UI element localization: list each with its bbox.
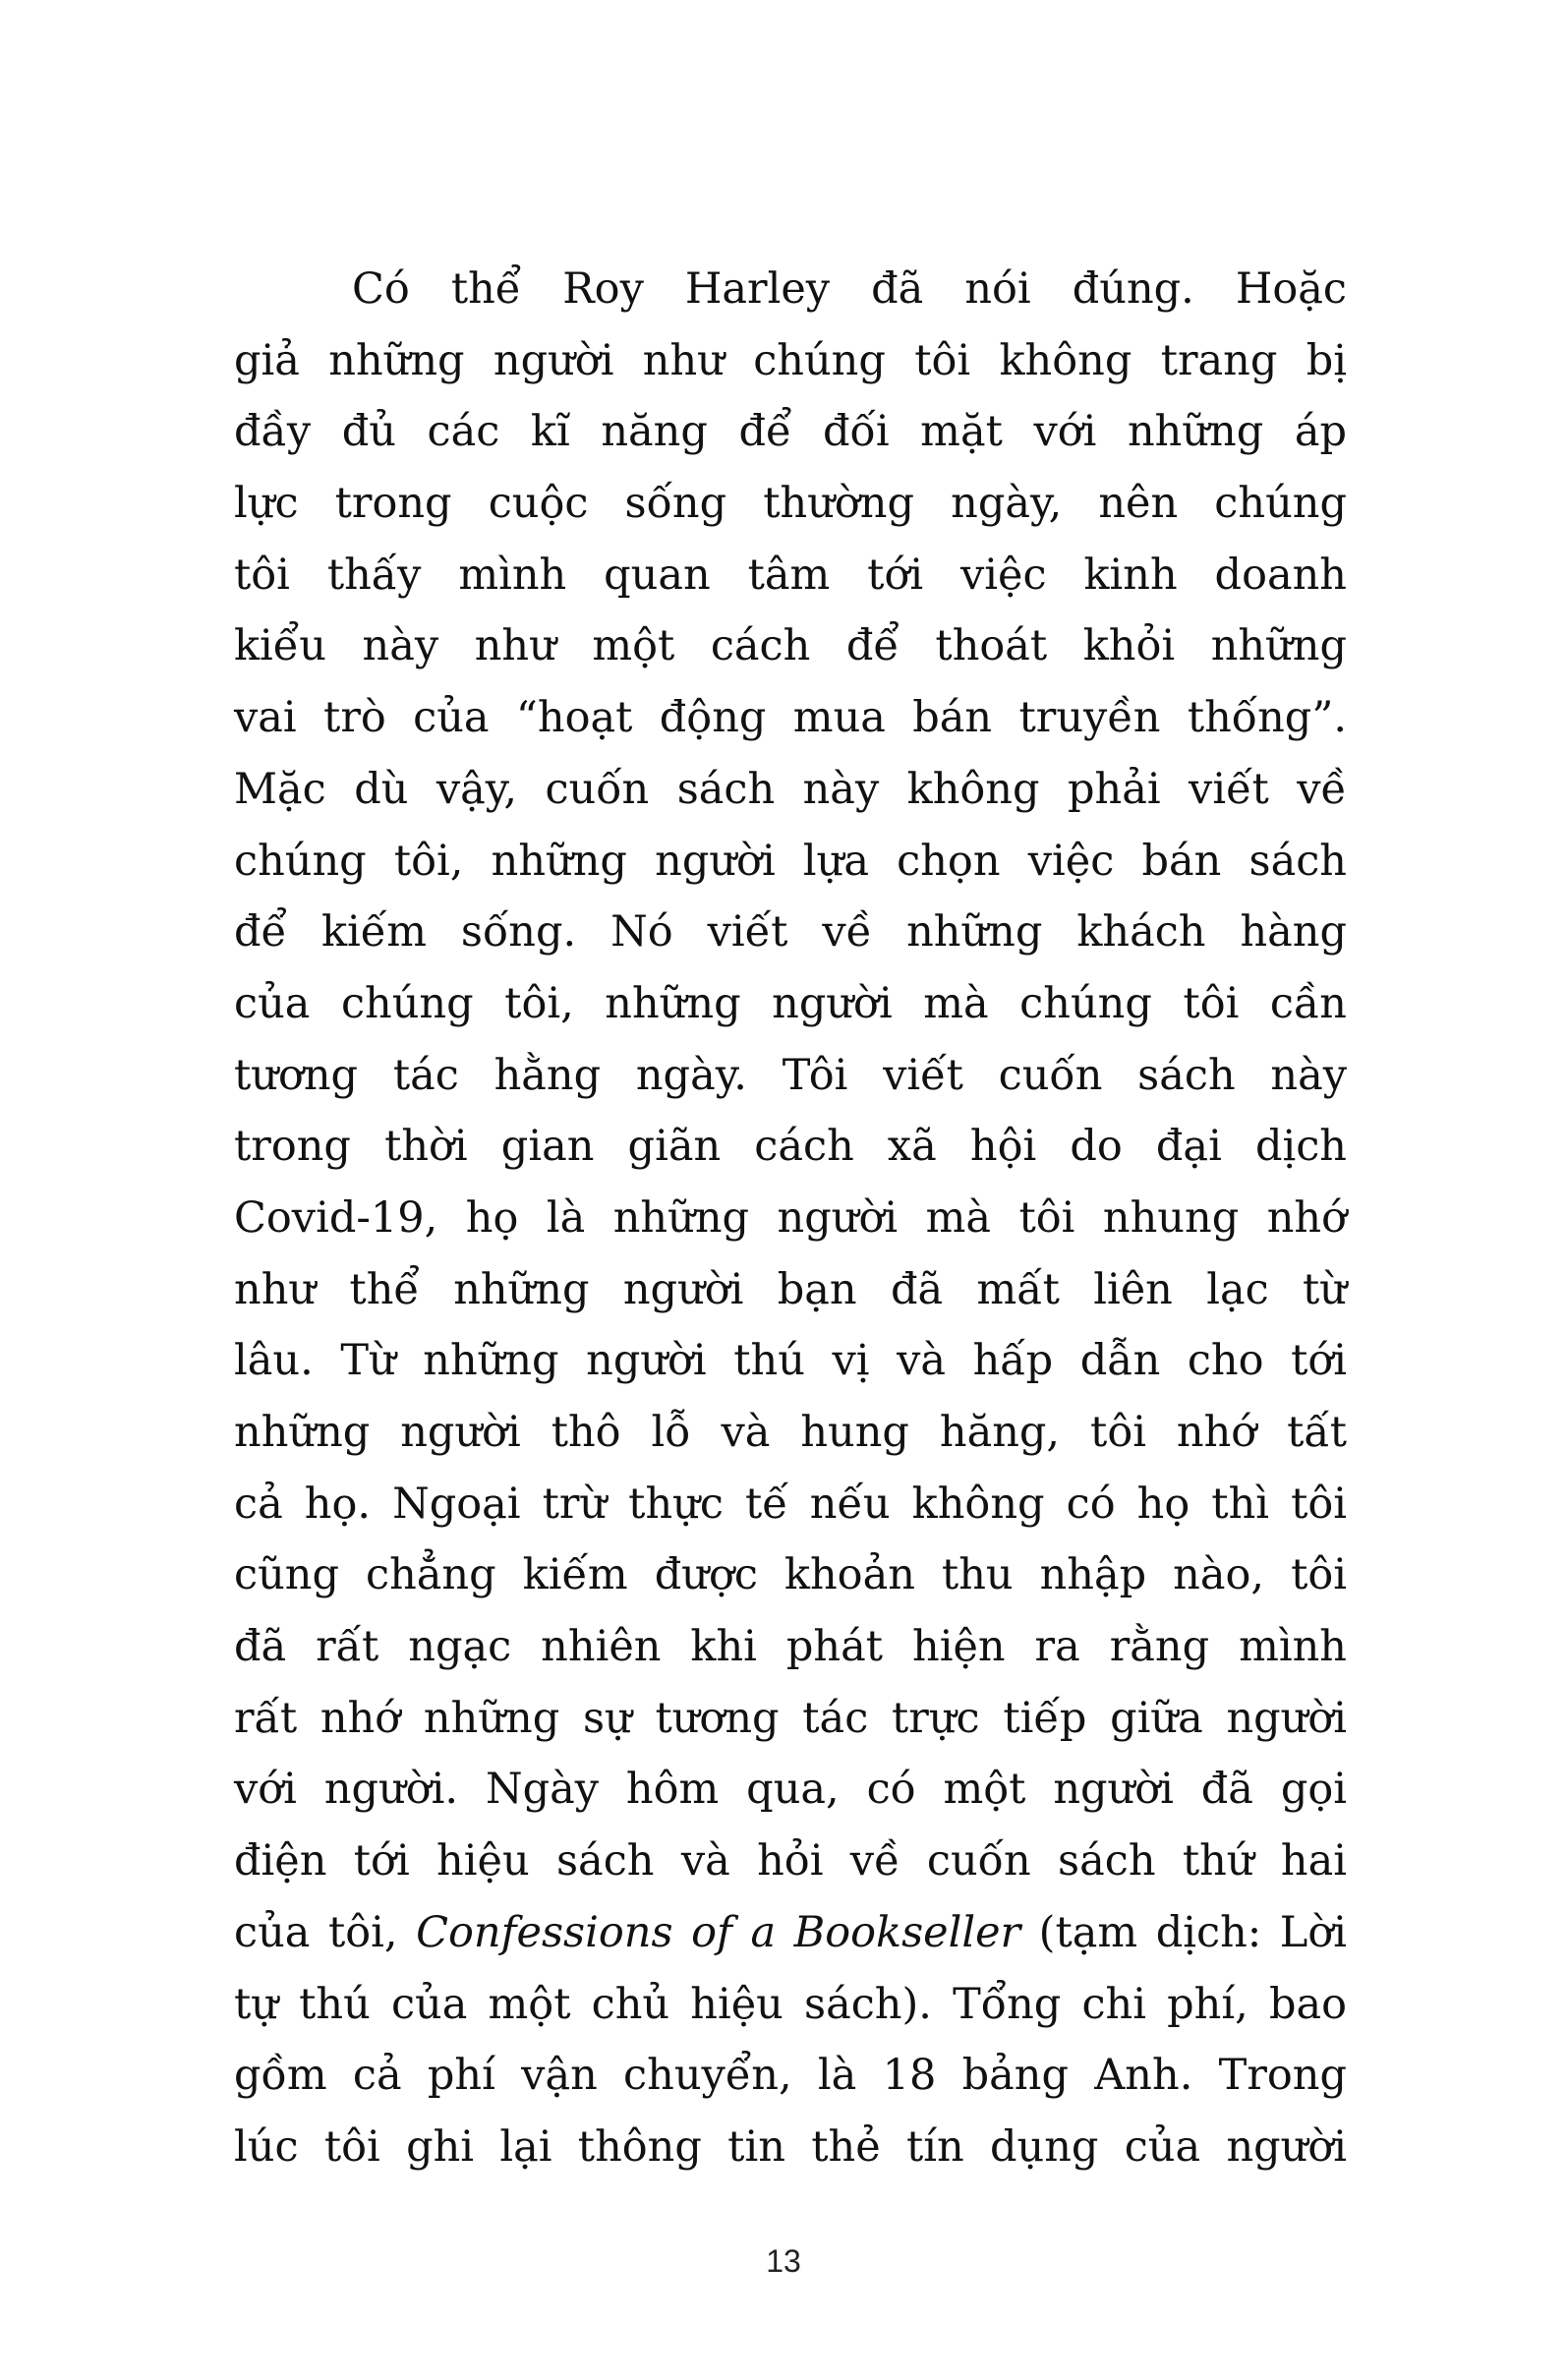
- text-segment: (tạm dịch: Lời: [1020, 1907, 1348, 1957]
- text-line: vai trò của “hoạt động mua bán truyền thống”.: [234, 693, 1347, 743]
- text-line: gồm cả phí vận chuyển, là 18 bảng Anh. Trong: [234, 2051, 1347, 2101]
- text-line: chúng tôi, những người lựa chọn việc bán sách: [234, 836, 1347, 886]
- text-line: lâu. Từ những người thú vị và hấp dẫn cho tới: [234, 1336, 1347, 1386]
- page-number: 13: [766, 2243, 801, 2279]
- text-segment: của tôi,: [234, 1907, 417, 1957]
- text-line: những người thô lỗ và hung hăng, tôi nhớ tất: [234, 1408, 1347, 1457]
- text-line: kiểu này như một cách để thoát khỏi những: [234, 621, 1347, 671]
- text-line: lực trong cuộc sống thường ngày, nên chúng: [234, 479, 1347, 529]
- text-line: cả họ. Ngoại trừ thực tế nếu không có họ thì tôi: [234, 1479, 1347, 1529]
- text-line-with-book-title: [234, 1897, 1347, 1969]
- text-line: giả những người như chúng tôi không trang bị: [234, 335, 1347, 385]
- text-line: điện tới hiệu sách và hỏi về cuốn sách thứ hai: [234, 1836, 1347, 1887]
- book-title-italic: Confessions of a Bookseller: [416, 1907, 1021, 1957]
- text-line: tương tác hằng ngày. Tôi viết cuốn sách này: [234, 1050, 1347, 1100]
- text-line: với người. Ngày hôm qua, có một người đã gọi: [234, 1765, 1347, 1815]
- text-line: Có thể Roy Harley đã nói đúng. Hoặc: [352, 264, 1347, 314]
- text-line: để kiếm sống. Nó viết về những khách hàng: [234, 907, 1347, 958]
- text-line: rất nhớ những sự tương tác trực tiếp giữa người: [234, 1693, 1347, 1743]
- text-line: của chúng tôi, những người mà chúng tôi cần: [234, 978, 1347, 1028]
- text-line: đầy đủ các kĩ năng để đối mặt với những áp: [234, 407, 1347, 457]
- text-line: trong thời gian giãn cách xã hội do đại dịch: [234, 1122, 1347, 1172]
- text-line: tự thú của một chủ hiệu sách). Tổng chi phí, bao: [234, 1979, 1347, 2029]
- text-line: lúc tôi ghi lại thông tin thẻ tín dụng của người: [234, 2121, 1347, 2172]
- text-line: như thể những người bạn đã mất liên lạc từ: [234, 1264, 1347, 1314]
- body-paragraph: [234, 254, 1347, 2183]
- text-line: cũng chẳng kiếm được khoản thu nhập nào, tôi: [234, 1550, 1347, 1600]
- text-line: đã rất ngạc nhiên khi phát hiện ra rằng mình: [234, 1622, 1347, 1672]
- text-line: Mặc dù vậy, cuốn sách này không phải viết về: [234, 764, 1347, 814]
- text-line: tôi thấy mình quan tâm tới việc kinh doanh: [234, 550, 1347, 600]
- text-line: Covid-19, họ là những người mà tôi nhung nhớ: [234, 1192, 1347, 1243]
